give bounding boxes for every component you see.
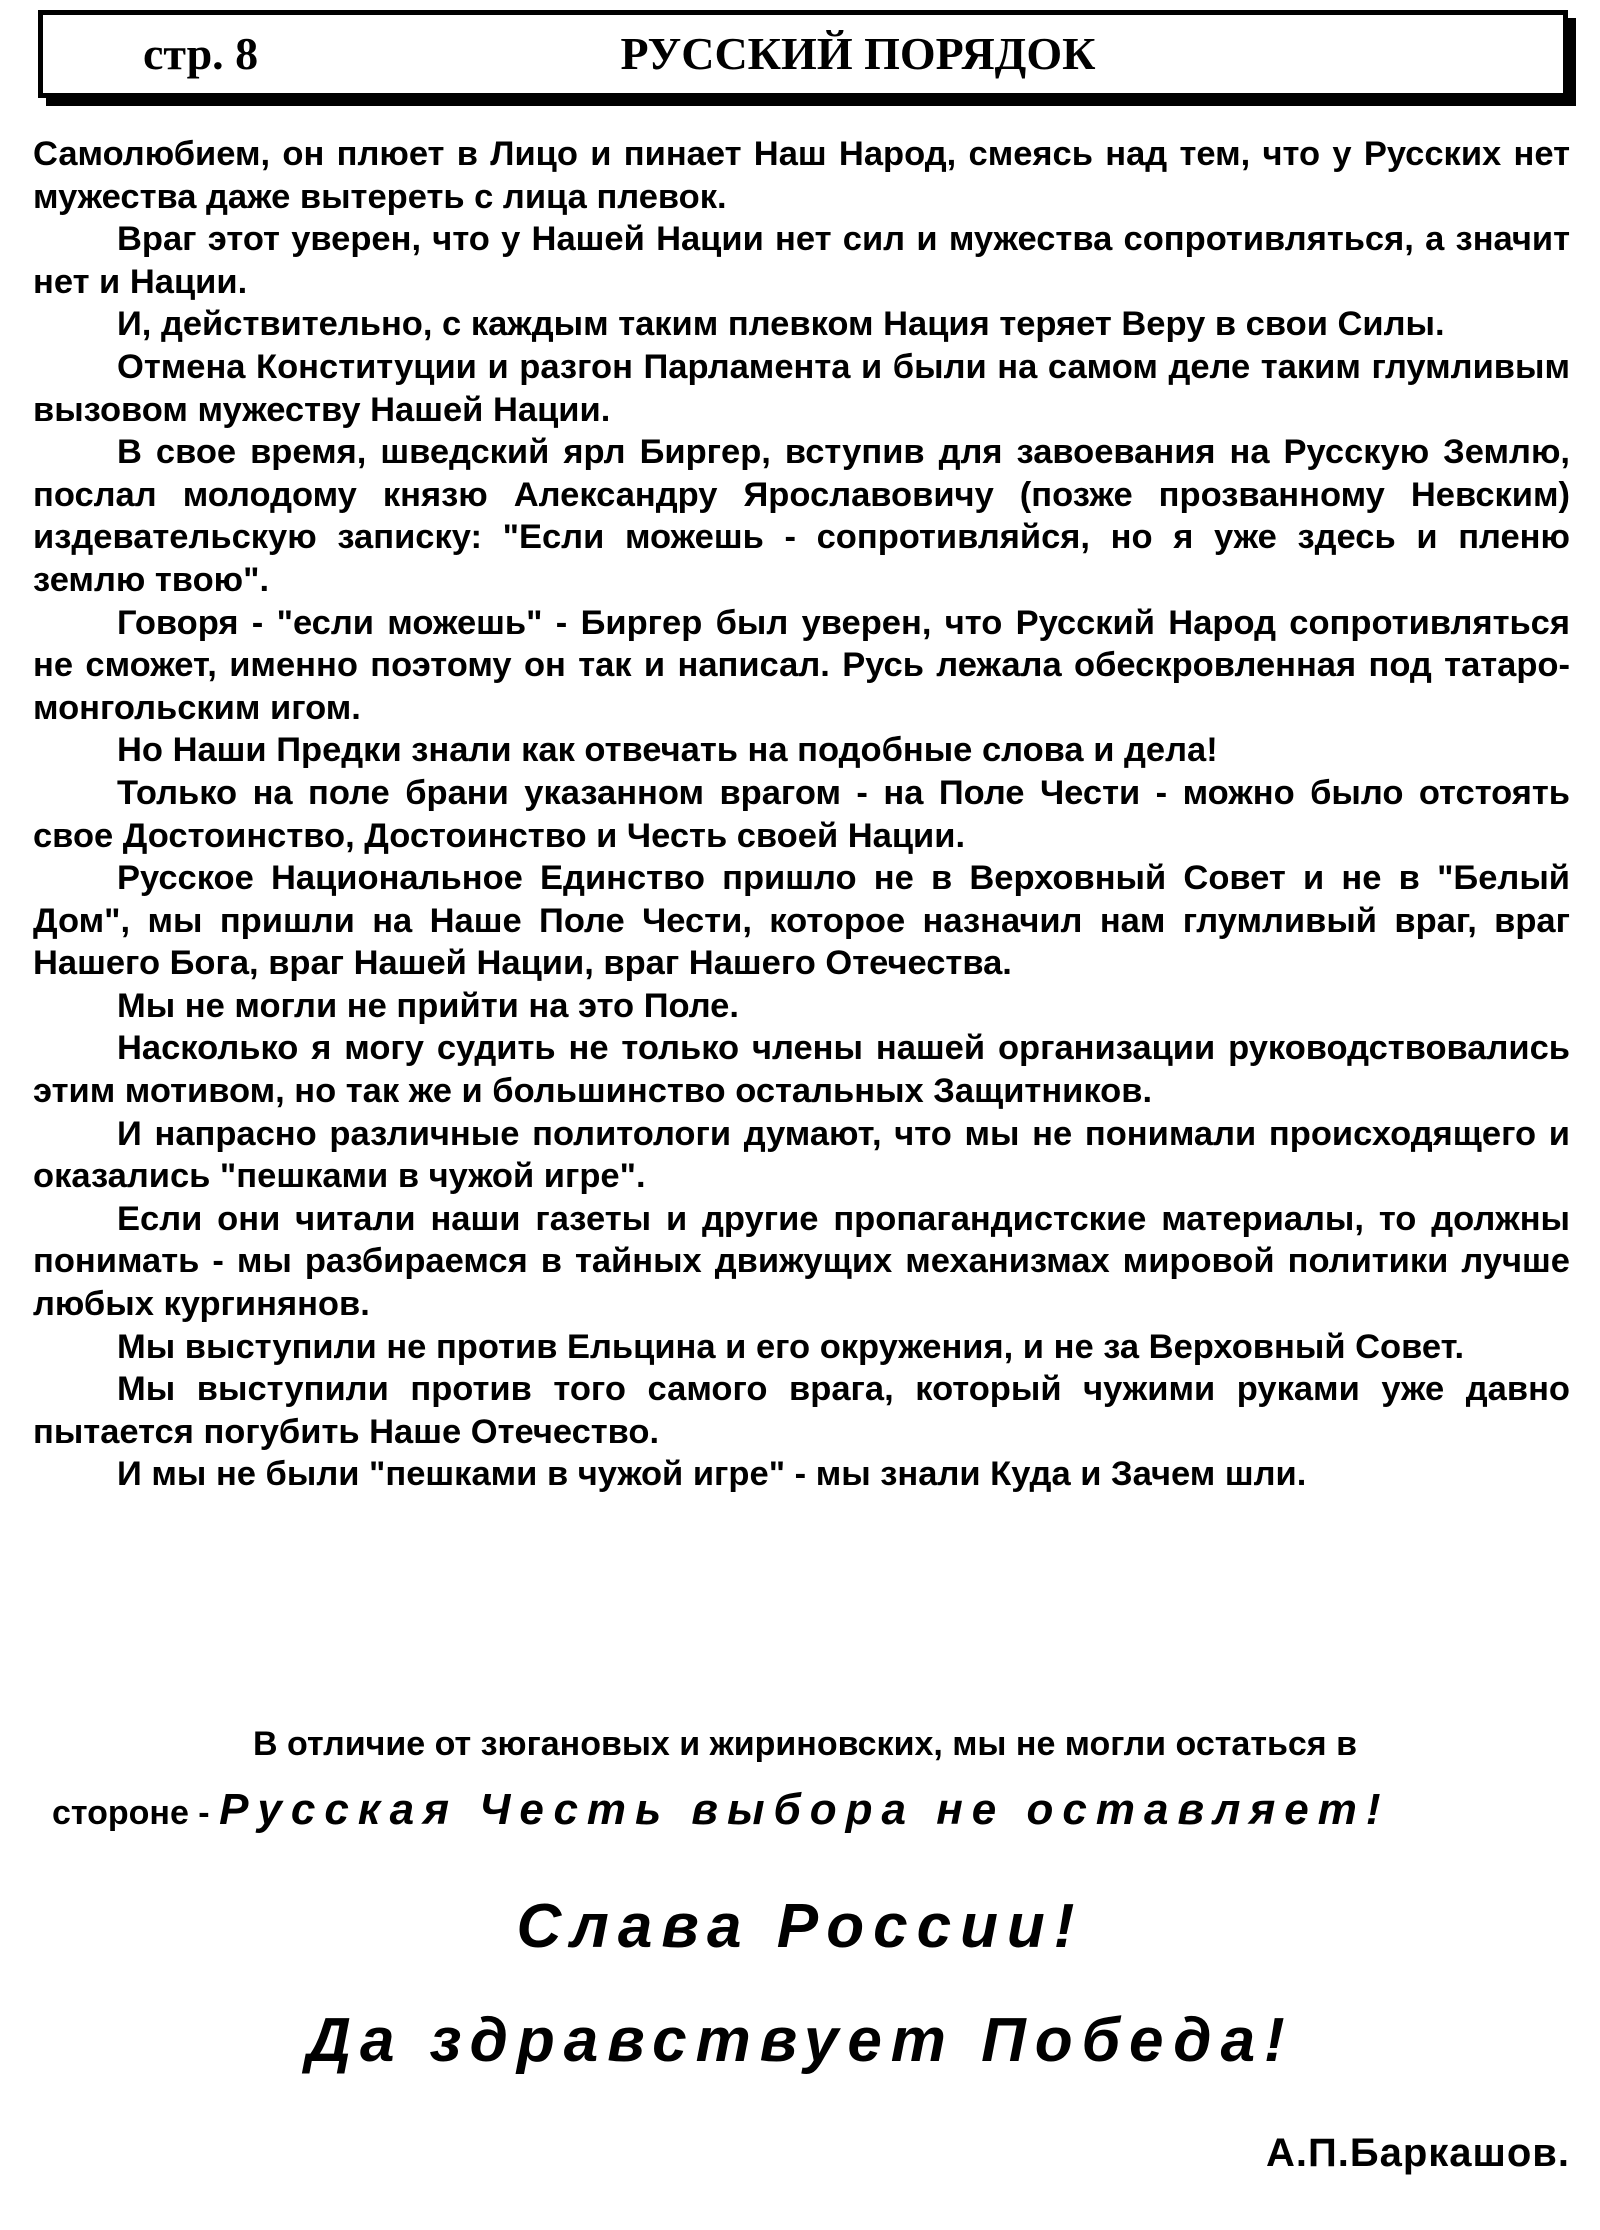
page-header (38, 10, 1568, 98)
closing-line-2 (52, 1785, 1390, 1834)
article-paragraph: Отмена Конституции и разгон Парламента и были на самом деле таким глумливым вызовом мужеству Нашей Нации. (33, 347, 1570, 429)
article-paragraph: И мы не были "пешками в чужой игре" - мы знали Куда и Зачем шли. (117, 1455, 1307, 1494)
article-paragraph: Враг этот уверен, что у Нашей Нации нет сил и мужества сопротивляться, а значит нет и Нации. (33, 220, 1570, 301)
page-number: стр. 8 (143, 28, 259, 79)
article-paragraph: Самолюбием, он плюет в Лицо и пинает Наш Народ, смеясь над тем, что у Русских нет мужества даже вытереть с лица плевок. (33, 135, 1570, 216)
closing-line-1: В отличие от зюгановых и жириновских, мы не могли остаться в (253, 1725, 1357, 1763)
author-signature: А.П.Баркашов. (1265, 2131, 1570, 2175)
slogan-victory: Да здравствует Победа! (306, 2006, 1294, 2075)
article-paragraph: Мы выступили против того самого врага, который чужими руками уже давно пытается погубить Наше Отечество. (33, 1370, 1570, 1451)
article-paragraph: Но Наши Предки знали как отвечать на подобные слова и дела! (117, 731, 1218, 770)
article-body (33, 133, 1570, 1496)
newspaper-title: РУССКИЙ ПОРЯДОК (620, 28, 1096, 79)
article-paragraph: В свое время, шведский ярл Биргер, вступив для завоевания на Русскую Землю, послал молодому князю Александру Ярославовичу (позже прозванному Невским) издевательскую записку: "Если можешь - сопротивляйся, но я уже здесь и пленю землю твою". (33, 433, 1570, 599)
article-paragraph: Говоря - "если можешь" - Биргер был уверен, что Русский Народ сопротивляться не сможет, именно поэтому он так и написал. Русь лежала обескровленная под татаро-монгольским игом. (33, 603, 1570, 727)
article-paragraph: И, действительно, с каждым таким плевком Нация теряет Веру в свои Силы. (117, 305, 1445, 344)
article-paragraph: И напрасно различные политологи думают, что мы не понимали происходящего и оказались "пешками в чужой игре". (33, 1114, 1570, 1196)
article-paragraph: Мы выступили не против Ельцина и его окружения, и не за Верховный Совет. (117, 1327, 1465, 1366)
article-paragraph: Только на поле брани указанном врагом - на Поле Чести - можно было отстоять свое Достоинство, Достоинство и Честь своей Нации. (33, 773, 1570, 855)
article-paragraph: Насколько я могу судить не только члены нашей организации руководствовались этим мотивом, но так же и большинство остальных Защитников. (33, 1029, 1570, 1111)
article-paragraph: Русское Национальное Единство пришло не в Верховный Совет и не в "Белый Дом", мы пришли на Наше Поле Чести, которое назначил нам глумливый враг, враг Нашего Бога, враг Нашей Нации, враг Нашего Отечества. (33, 859, 1570, 983)
article-paragraph: Мы не могли не прийти на это Поле. (117, 986, 739, 1025)
slogan-glory: Слава России! (516, 1892, 1084, 1961)
closing-emphasis: Русская Честь выбора не оставляет! (219, 1785, 1390, 1834)
closing-prefix: стороне - (52, 1794, 220, 1832)
article-paragraph: Если они читали наши газеты и другие пропагандистские материалы, то должны понимать - мы разбираемся в тайных движущих механизмах мировой политики лучше любых кургинянов. (33, 1199, 1570, 1324)
